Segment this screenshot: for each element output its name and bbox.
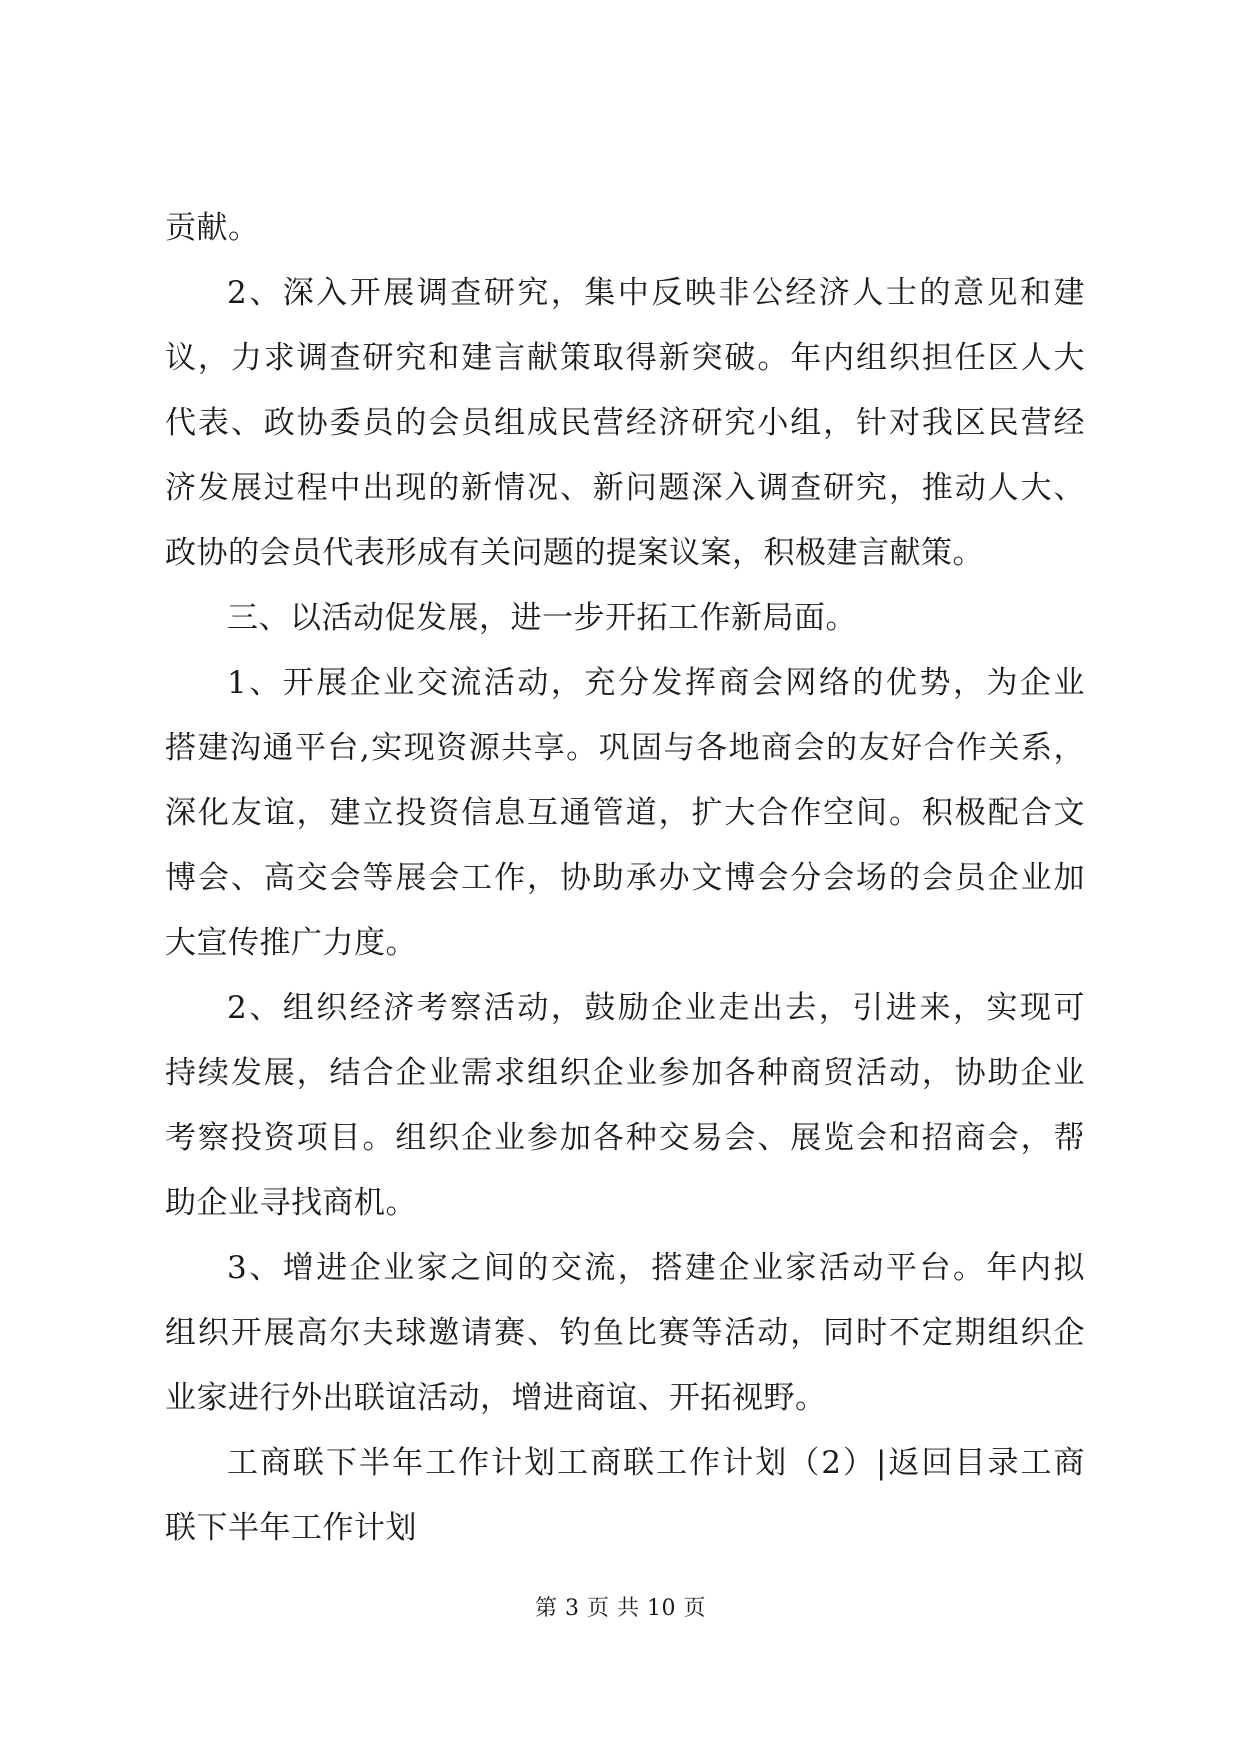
text-line: 搭建沟通平台,实现资源共享。巩固与各地商会的友好合作关系， <box>165 730 1085 766</box>
text-line: 考察投资项目。组织企业参加各种交易会、展览会和招商会，帮 <box>165 1120 1085 1156</box>
text-line: 贡献。 <box>165 210 260 246</box>
text-line: 政协的会员代表形成有关问题的提案议案，积极建言献策。 <box>165 535 984 571</box>
text-line: 博会、高交会等展会工作，协助承办文博会分会场的会员企业加 <box>165 860 1085 896</box>
page-number-footer: 第 3 页 共 10 页 <box>535 1596 706 1621</box>
text-line: 3、增进企业家之间的交流，搭建企业家活动平台。年内拟 <box>227 1250 1085 1286</box>
text-line: 深化友谊，建立投资信息互通管道，扩大合作空间。积极配合文 <box>165 795 1085 831</box>
text-line: 工商联下半年工作计划工商联工作计划（2）|返回目录工商 <box>227 1445 1085 1481</box>
text-line: 议，力求调查研究和建言献策取得新突破。年内组织担任区人大 <box>165 340 1085 376</box>
section-heading: 三、以活动促发展，进一步开拓工作新局面。 <box>227 600 857 636</box>
document-body <box>165 196 1085 1561</box>
text-line: 持续发展，结合企业需求组织企业参加各种商贸活动，协助企业 <box>165 1055 1085 1091</box>
text-line: 业家进行外出联谊活动，增进商谊、开拓视野。 <box>165 1380 827 1416</box>
text-line: 1、开展企业交流活动，充分发挥商会网络的优势，为企业 <box>227 665 1085 701</box>
text-line: 济发展过程中出现的新情况、新问题深入调查研究，推动人大、 <box>165 470 1085 506</box>
text-line: 大宣传推广力度。 <box>165 925 417 961</box>
text-line: 2、深入开展调查研究，集中反映非公经济人士的意见和建 <box>227 275 1085 311</box>
text-line: 代表、政协委员的会员组成民营经济研究小组，针对我区民营经 <box>165 405 1085 441</box>
text-line: 助企业寻找商机。 <box>165 1185 417 1221</box>
text-line: 联下半年工作计划 <box>165 1510 417 1546</box>
text-line: 2、组织经济考察活动，鼓励企业走出去，引进来，实现可 <box>227 990 1085 1026</box>
text-line: 组织开展高尔夫球邀请赛、钓鱼比赛等活动，同时不定期组织企 <box>165 1315 1085 1351</box>
